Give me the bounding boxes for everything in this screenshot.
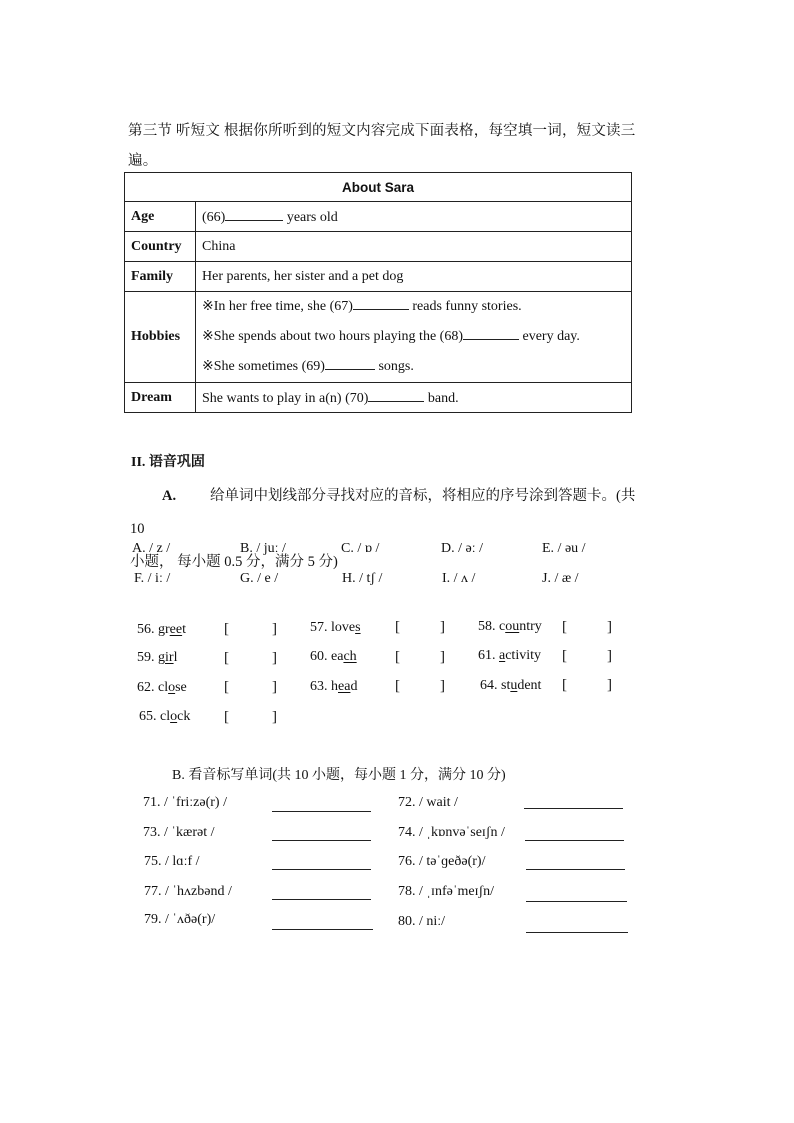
partA-instruction-line1: 给单词中划线部分寻找对应的音标，将相应的序号涂到答题卡。(共 10 xyxy=(130,488,636,537)
question-64: 64. student xyxy=(480,678,542,693)
question-58: 58. country xyxy=(478,619,542,634)
option-b: B. / juː / xyxy=(240,541,286,556)
question-78: 78. / ˌɪnfəˈmeɪʃn/ xyxy=(398,884,495,899)
question-73: 73. / ˈkærət / xyxy=(143,825,215,840)
question-77: 77. / ˈhʌzbənd / xyxy=(144,884,232,899)
option-d: D. / əː / xyxy=(441,541,483,556)
option-i: I. / ʌ / xyxy=(442,571,476,586)
table-row-hobbies xyxy=(125,292,632,383)
answer-bracket-60-close: ] xyxy=(440,649,445,665)
answer-line-72[interactable] xyxy=(524,808,623,809)
answer-bracket-61-close: ] xyxy=(607,648,612,664)
hobby-line: ※In her free time, she (67) reads funny stories. xyxy=(202,299,522,314)
hobby-line: ※She spends about two hours playing the (68) every day. xyxy=(202,329,580,344)
table-title: About Sara xyxy=(125,173,632,202)
instruction-line1: 第三节 听短文 根据你所听到的短文内容完成下面表格，每空填一词，短文读三 xyxy=(128,123,636,139)
question-75: 75. / lɑːf / xyxy=(144,854,200,869)
question-56: 56. greet xyxy=(137,622,186,637)
section2-title: II. 语音巩固 xyxy=(131,455,205,470)
hobby-line: ※She sometimes (69) songs. xyxy=(202,359,414,374)
answer-line-77[interactable] xyxy=(272,899,371,900)
question-61: 61. activity xyxy=(478,648,541,663)
question-63: 63. head xyxy=(310,679,358,694)
answer-bracket-62-close: ] xyxy=(272,679,277,695)
partA-instruction xyxy=(130,480,638,579)
answer-bracket-65-close: ] xyxy=(272,709,277,725)
row-value: Her parents, her sister and a pet dog xyxy=(196,262,632,292)
answer-bracket-64-close: ] xyxy=(607,677,612,693)
question-59: 59. girl xyxy=(137,650,178,665)
table-row-dream xyxy=(125,383,632,413)
answer-bracket-61[interactable]: [ xyxy=(562,648,567,664)
answer-line-79[interactable] xyxy=(272,929,373,930)
answer-line-73[interactable] xyxy=(272,840,371,841)
answer-bracket-56[interactable]: [ xyxy=(224,621,229,637)
option-g: G. / e / xyxy=(240,571,279,586)
instruction-line2: 遍。 xyxy=(128,153,158,169)
question-76: 76. / təˈɡeðə(r)/ xyxy=(398,854,486,869)
about-sara-table xyxy=(124,172,632,413)
answer-line-74[interactable] xyxy=(525,840,624,841)
row-label: Hobbies xyxy=(125,292,196,383)
question-71: 71. / ˈfriːzə(r) / xyxy=(143,795,227,810)
row-label: Family xyxy=(125,262,196,292)
option-h: H. / tʃ / xyxy=(342,571,383,586)
partB-instruction: B. 看音标写单词(共 10 小题，每小题 1 分，满分 10 分) xyxy=(172,768,506,783)
answer-bracket-59-close: ] xyxy=(272,650,277,666)
answer-blank-66[interactable] xyxy=(225,208,283,221)
answer-bracket-56-close: ] xyxy=(272,621,277,637)
answer-blank-67[interactable] xyxy=(353,297,409,310)
question-57: 57. loves xyxy=(310,620,361,635)
row-value xyxy=(196,292,632,383)
answer-bracket-58[interactable]: [ xyxy=(562,619,567,635)
question-60: 60. each xyxy=(310,649,357,664)
answer-bracket-57[interactable]: [ xyxy=(395,619,400,635)
answer-bracket-58-close: ] xyxy=(607,619,612,635)
answer-bracket-64[interactable]: [ xyxy=(562,677,567,693)
row-label: Age xyxy=(125,202,196,232)
partA-instruction-line2: 小题， 每小题 0.5 分，满分 5 分) xyxy=(130,554,338,570)
question-79: 79. / ˈʌðə(r)/ xyxy=(144,912,216,927)
answer-bracket-59[interactable]: [ xyxy=(224,650,229,666)
section3-instruction xyxy=(128,116,640,176)
answer-bracket-63[interactable]: [ xyxy=(395,678,400,694)
option-j: J. / æ / xyxy=(542,571,579,586)
option-e: E. / əu / xyxy=(542,541,586,556)
row-label: Country xyxy=(125,232,196,262)
row-label: Dream xyxy=(125,383,196,413)
answer-line-71[interactable] xyxy=(272,811,371,812)
table-row-family xyxy=(125,262,632,292)
answer-line-80[interactable] xyxy=(526,932,628,933)
answer-line-75[interactable] xyxy=(272,869,371,870)
answer-bracket-60[interactable]: [ xyxy=(395,649,400,665)
row-value: She wants to play in a(n) (70) band. xyxy=(196,383,632,413)
option-c: C. / ɒ / xyxy=(341,541,380,556)
answer-line-78[interactable] xyxy=(526,901,627,902)
option-a: A. / z / xyxy=(132,541,171,556)
question-74: 74. / ˌkɒnvəˈseɪʃn / xyxy=(398,825,505,840)
answer-bracket-57-close: ] xyxy=(440,619,445,635)
answer-bracket-65[interactable]: [ xyxy=(224,709,229,725)
answer-bracket-63-close: ] xyxy=(440,678,445,694)
row-value: China xyxy=(196,232,632,262)
answer-blank-68[interactable] xyxy=(463,327,519,340)
partA-label: A. xyxy=(162,488,177,504)
answer-blank-70[interactable] xyxy=(368,389,424,402)
question-72: 72. / wait / xyxy=(398,795,458,810)
answer-line-76[interactable] xyxy=(526,869,625,870)
answer-bracket-62[interactable]: [ xyxy=(224,679,229,695)
question-65: 65. clock xyxy=(139,709,191,724)
question-80: 80. / niː/ xyxy=(398,914,446,929)
table-row-country xyxy=(125,232,632,262)
row-value: (66) years old xyxy=(196,202,632,232)
answer-blank-69[interactable] xyxy=(325,357,375,370)
question-62: 62. close xyxy=(137,680,187,695)
option-f: F. / iː / xyxy=(134,571,171,586)
table-row-age xyxy=(125,202,632,232)
